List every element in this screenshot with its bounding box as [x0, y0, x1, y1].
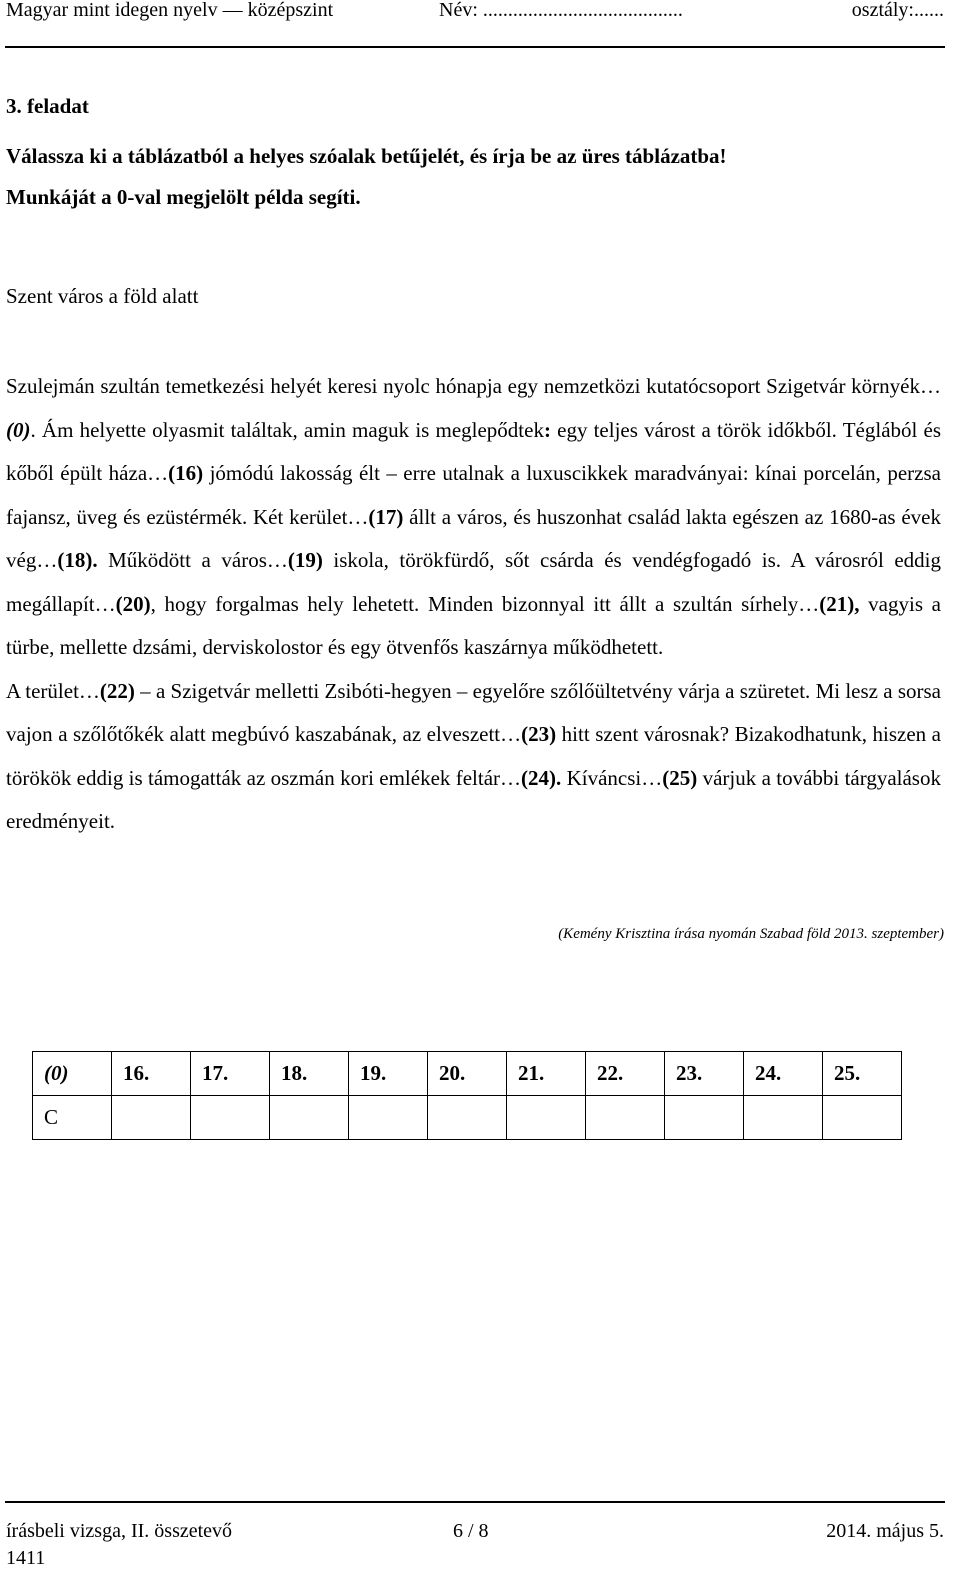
text-segment: várjuk a további tárgyalások eredményeit. [6, 765, 941, 833]
gap-20: (20) [115, 591, 151, 616]
text-segment: – a Szigetvár melletti Zsibóti-hegyen – egyelőre szőlőültetvény várja a szüretet. Mi lesz a sorsa vajon a szőlőtőkék alatt megbúvó kaszabának, az elveszett… [6, 678, 941, 746]
header-cell: 21. [507, 1052, 586, 1096]
gap-21: (21), [819, 591, 860, 616]
paragraph-2 [6, 670, 941, 844]
gap-22: (22) [99, 678, 135, 703]
header-cell: (0) [33, 1052, 112, 1096]
text-segment: állt a város, és huszonhat család lakta egészen az 1680-as évek vég… [6, 504, 941, 572]
class-field: osztály:...... [851, 0, 944, 21]
text-segment: jómódú lakosság élt – erre utalnak a luxuscikkek maradványai: kínai porcelán, perzsa fajansz, üveg és ezüstérmék. Két kerület… [6, 461, 941, 529]
answer-cell-example: C [33, 1096, 112, 1140]
header-cell: 23. [665, 1052, 744, 1096]
answer-cell[interactable] [112, 1096, 191, 1140]
exam-code: 1411 [6, 1547, 46, 1569]
source-citation: (Kemény Krisztina írása nyomán Szabad föld 2013. szeptember) [558, 926, 944, 942]
header-cell: 17. [191, 1052, 270, 1096]
gap-fill-text [6, 365, 941, 844]
header-cell: 24. [744, 1052, 823, 1096]
page-header [6, 0, 944, 40]
instruction-line-1: Válassza ki a táblázatból a helyes szóalak betűjelét, és írja be az üres táblázatba! [6, 144, 727, 168]
header-cell: 20. [428, 1052, 507, 1096]
answer-cell[interactable] [665, 1096, 744, 1140]
answer-cell[interactable] [586, 1096, 665, 1140]
gap-18: (18). [57, 548, 98, 572]
gap-17: (17) [368, 504, 404, 529]
answer-table-header-row [33, 1052, 902, 1096]
gap-0: (0) [6, 417, 31, 442]
header-cell: 25. [823, 1052, 902, 1096]
text-segment: iskola, törökfürdő, sőt csárda és vendégfogadó is. A városról eddig megállapít… [6, 548, 941, 616]
gap-16: (16) [168, 461, 204, 485]
text-segment: : [543, 417, 551, 442]
answer-cell[interactable] [191, 1096, 270, 1140]
gap-19: (19) [287, 548, 323, 572]
answer-cell[interactable] [349, 1096, 428, 1140]
exam-date: 2014. május 5. [826, 1520, 944, 1542]
text-segment: A terület… [6, 678, 100, 703]
header-cell: 19. [349, 1052, 428, 1096]
header-cell: 22. [586, 1052, 665, 1096]
text-segment: hitt szent városnak? Bizakodhatunk, hiszen a törökök eddig is támogatták az oszmán kori emlékek feltár… [6, 722, 941, 790]
header-cell: 18. [270, 1052, 349, 1096]
text-segment: vagyis a türbe, mellette dzsámi, derviskolostor és egy ötvenfős kaszárnya működhetett. [6, 591, 941, 659]
text-segment: . Ám helyette olyasmit találtak, amin maguk is meglepődtek [30, 417, 544, 442]
answer-cell[interactable] [744, 1096, 823, 1140]
page-number: 6 / 8 [453, 1520, 489, 1542]
text-segment: Működött a város… [97, 548, 288, 572]
task-title: 3. feladat [6, 94, 89, 118]
gap-23: (23) [521, 722, 557, 746]
task-instruction [6, 136, 941, 218]
name-field: Név: ........................................ [439, 0, 683, 21]
instruction-line-2: Munkáját a 0-val megjelölt példa segíti. [6, 185, 361, 209]
subject-label: Magyar mint idegen nyelv — középszint [6, 0, 334, 21]
answer-cell[interactable] [507, 1096, 586, 1140]
header-cell: 16. [112, 1052, 191, 1096]
gap-25: (25) [662, 765, 698, 790]
answer-cell[interactable] [428, 1096, 507, 1140]
text-segment: Kíváncsi… [561, 765, 663, 790]
answer-table [32, 1051, 902, 1140]
text-segment: egy teljes várost a török időkből. Téglából és kőből épült háza… [6, 417, 941, 485]
header-rule [5, 46, 945, 48]
footer-rule [5, 1501, 945, 1503]
answer-cell[interactable] [270, 1096, 349, 1140]
answer-table-answer-row [33, 1096, 902, 1140]
answer-cell[interactable] [823, 1096, 902, 1140]
gap-24: (24). [521, 765, 562, 790]
text-segment: Szulejmán szultán temetkezési helyét keresi nyolc hónapja egy nemzetközi kutatócsoport Szigetvár környék… [6, 374, 941, 398]
exam-part-label: írásbeli vizsga, II. összetevő [6, 1520, 233, 1542]
paragraph-1 [6, 365, 941, 670]
text-segment: , hogy forgalmas hely lehetett. Minden bizonnyal itt állt a szultán sírhely… [150, 591, 820, 616]
text-title: Szent város a föld alatt [6, 284, 199, 308]
